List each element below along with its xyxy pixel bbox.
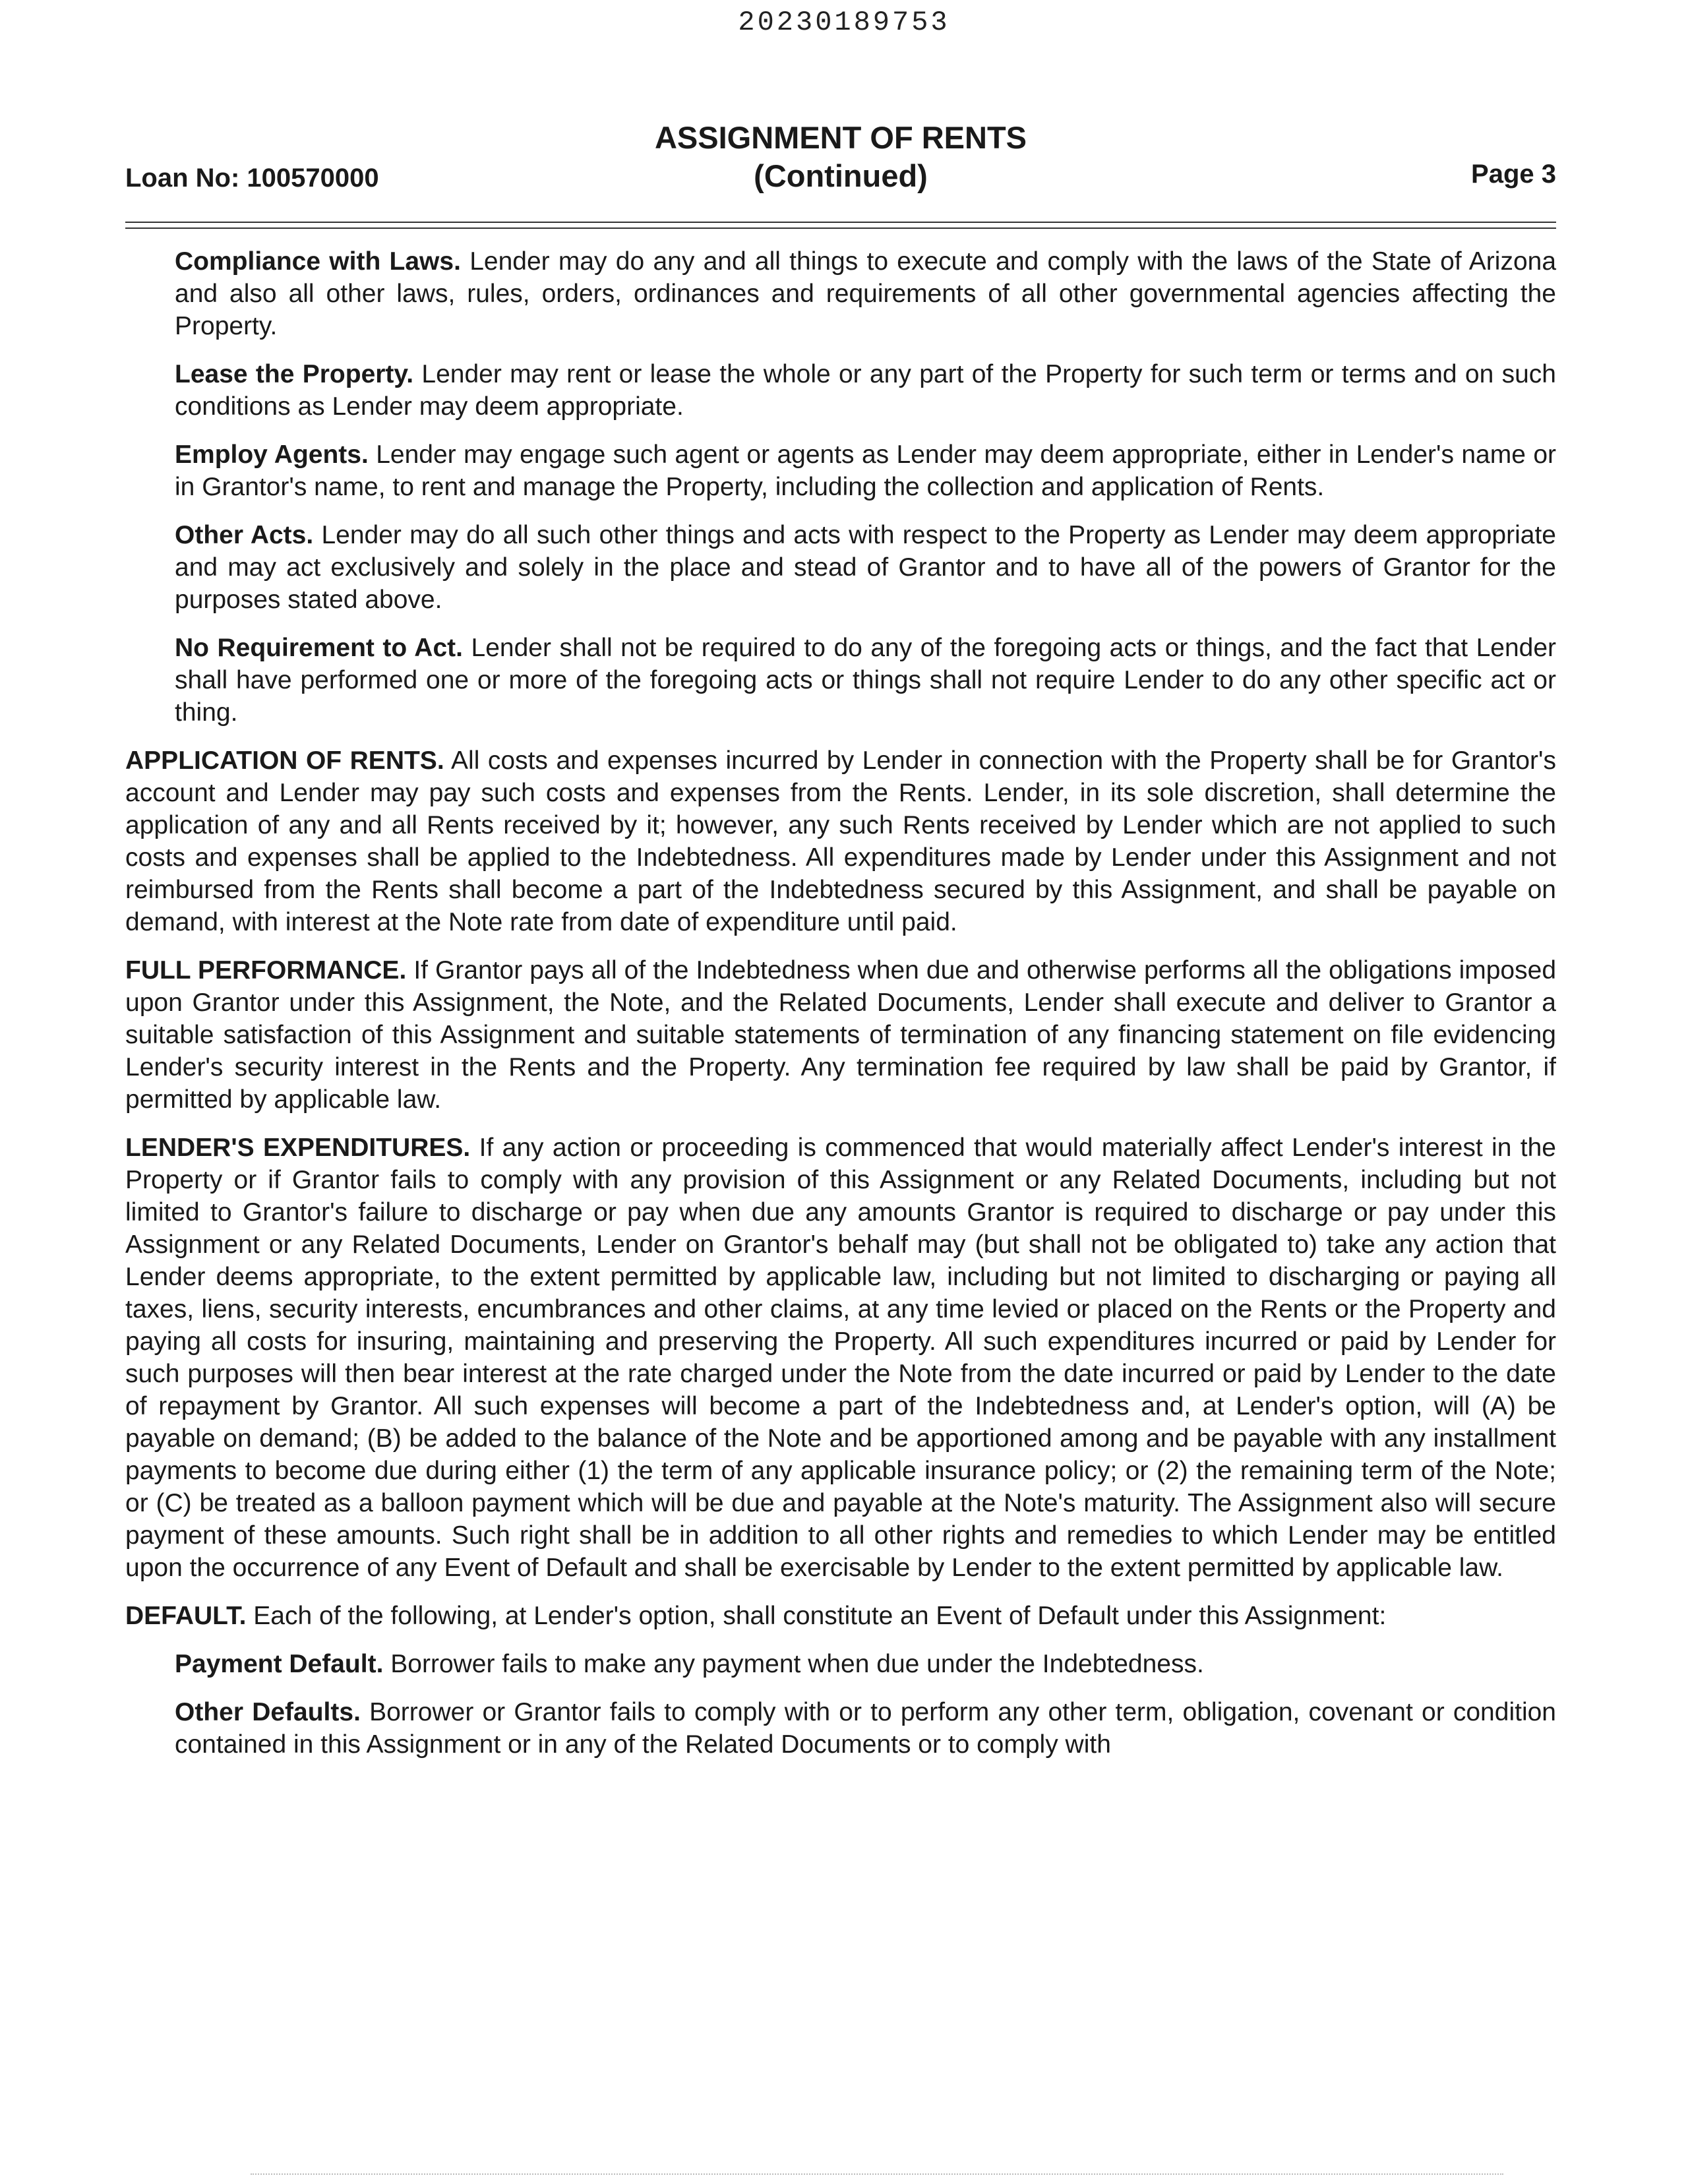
recording-number: 20230189753 xyxy=(738,7,950,38)
paragraph xyxy=(175,245,1556,342)
paragraph-heading: FULL PERFORMANCE. xyxy=(125,956,407,985)
header-rule-bottom xyxy=(125,228,1556,229)
paragraph xyxy=(175,1696,1556,1761)
paragraph xyxy=(175,1648,1556,1680)
paragraph-text: Borrower fails to make any payment when due under the Indebtedness. xyxy=(390,1650,1204,1678)
page-number: Page 3 xyxy=(1471,160,1556,189)
paragraph-text: If any action or proceeding is commenced that would materially affect Lender's interest in the Property or if Grantor fails to comply with any provision of this Assignment or any Related Documents, including but not limited to Grantor's failure to discharge or pay when due any amounts Grantor is required to discharge or pay under this Assignment or any Related Documents, Lender on Grantor's behalf may (but shall not be obligated to) take any action that Lender deems appropriate, to the extent permitted by applicable law, including but not limited to discharging or paying all taxes, liens, security interests, encumbrances and other claims, at any time levied or placed on the Rents or the Property and paying all costs for insuring, maintaining and preserving the Property. All such expenditures incurred or paid by Lender for such purposes will then bear interest at the rate charged under the Note from the date incurred or paid by Lender to the date of repayment by Grantor. All such expenses will become a part of the Indebtedness and, at Lender's option, will (A) be payable on demand; (B) be added to the balance of the Note and be apportioned among and be payable with any installment payments to become due during either (1) the term of any applicable insurance policy; or (2) the remaining term of the Note; or (C) be treated as a balloon payment which will be due and payable at the Note's maturity. The Assignment also will secure payment of these amounts. Such right shall be in addition to all other rights and remedies to which Lender may be entitled upon the occurrence of any Event of Default and shall be exercisable by Lender to the extent permitted by applicable law. xyxy=(125,1134,1556,1582)
paragraph-heading: No Requirement to Act. xyxy=(175,634,463,662)
title-line-1: ASSIGNMENT OF RENTS xyxy=(654,120,1027,155)
paragraph-text: Borrower or Grantor fails to comply with or to perform any other term, obligation, covenant or condition contained in this Assignment or in any of the Related Documents or to comply with xyxy=(175,1698,1556,1759)
paragraph-heading: DEFAULT. xyxy=(125,1602,247,1630)
paragraph-text: Lender may engage such agent or agents as Lender may deem appropriate, either in Lender's name or in Grantor's name, to rent and manage the Property, including the collection and application of Rents. xyxy=(175,440,1556,501)
title-line-2: (Continued) xyxy=(754,158,928,193)
document-title xyxy=(125,119,1556,195)
paragraph-text: Lender may do any and all things to execute and comply with the laws of the State of Arizona and also all other laws, rules, orders, ordinances and requirements of all other governmental agencies affecting the Property. xyxy=(175,247,1557,340)
document-body xyxy=(125,245,1556,1776)
paragraph-heading: Payment Default. xyxy=(175,1650,384,1678)
paragraph xyxy=(125,1600,1556,1632)
paragraph-text: If Grantor pays all of the Indebtedness when due and otherwise performs all the obligations imposed upon Grantor under this Assignment, the Note, and the Related Documents, Lender shall execute and deliver to Grantor a suitable satisfaction of this Assignment and suitable statements of termination of any financing statement on file evidencing Lender's security interest in the Rents and the Property. Any termination fee required by law shall be paid by Grantor, if permitted by applicable law. xyxy=(125,956,1557,1114)
paragraph-heading: Compliance with Laws. xyxy=(175,247,461,276)
paragraph xyxy=(125,744,1556,938)
paragraph-heading: Lease the Property. xyxy=(175,360,414,388)
paragraph xyxy=(175,519,1556,616)
paragraph-text: Lender shall not be required to do any of the foregoing acts or things, and the fact that Lender shall have performed one or more of the foregoing acts or things shall not require Lender to do any other specific act or thing. xyxy=(175,634,1557,727)
paragraph-heading: Other Defaults. xyxy=(175,1698,361,1726)
paragraph-heading: LENDER'S EXPENDITURES. xyxy=(125,1134,471,1162)
header-rule-top xyxy=(125,222,1556,223)
paragraph-text: Each of the following, at Lender's option, shall constitute an Event of Default under this Assignment: xyxy=(253,1602,1387,1630)
paragraph-heading: APPLICATION OF RENTS. xyxy=(125,746,444,775)
loan-number: Loan No: 100570000 xyxy=(125,164,379,193)
paragraph-heading: Other Acts. xyxy=(175,521,314,549)
paragraph xyxy=(125,954,1556,1116)
paragraph-text: All costs and expenses incurred by Lender in connection with the Property shall be for Grantor's account and Lender may pay such costs and expenses from the Rents. Lender, in its sole discretion, shall determine the application of any and all Rents received by it; however, any such Rents received by Lender which are not applied to such costs and expenses shall be applied to the Indebtedness. All expenditures made by Lender under this Assignment and not reimbursed from the Rents shall become a part of the Indebtedness secured by this Assignment, and shall be payable on demand, with interest at the Note rate from date of expenditure until paid. xyxy=(125,746,1556,936)
paragraph xyxy=(125,1132,1556,1584)
page-header xyxy=(125,119,1556,198)
paragraph-heading: Employ Agents. xyxy=(175,440,369,469)
paragraph-text: Lender may do all such other things and acts with respect to the Property as Lender may deem appropriate and may act exclusively and solely in the place and stead of Grantor and to have all of the powers of Grantor for the purposes stated above. xyxy=(175,521,1556,614)
paragraph xyxy=(175,439,1556,503)
scan-artifact-line xyxy=(251,2173,1503,2175)
paragraph xyxy=(175,632,1556,729)
paragraph-text: Lender may rent or lease the whole or any part of the Property for such term or terms and on such conditions as Lender may deem appropriate. xyxy=(175,360,1556,421)
paragraph xyxy=(175,358,1556,423)
